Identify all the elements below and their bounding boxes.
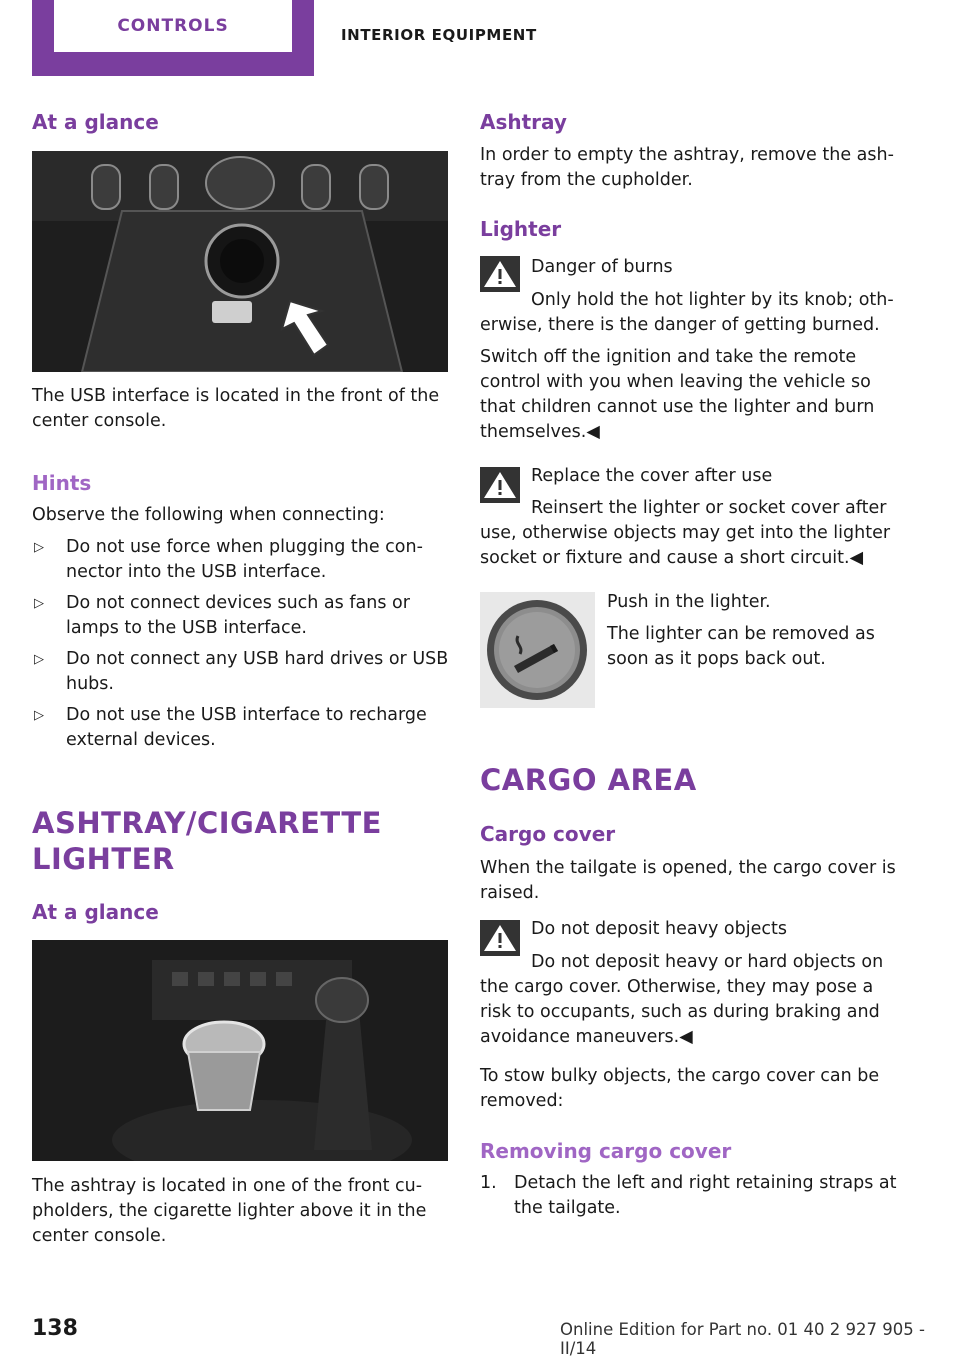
hints-intro: Observe the following when connecting:: [32, 505, 385, 525]
cargo-cover-text: When the tailgate is opened, the cargo cover is raised.: [480, 858, 896, 903]
removal-steps: [480, 1171, 898, 1221]
ashtray-at-a-glance-heading: At a glance: [32, 900, 159, 924]
list-item: ▷ Do not connect devices such as fans or lamps to the USB interface.: [34, 593, 410, 638]
usb-caption: The USB interface is located in the front of the center console.: [32, 386, 440, 431]
page-number: 138: [32, 1316, 78, 1341]
hints-list: [32, 535, 450, 759]
list-item: 1. Detach the left and right retaining straps at the tailgate.: [480, 1173, 897, 1218]
ashtray-lighter-heading: ASHTRAY/CIGARETTE LIGHTER: [32, 806, 382, 876]
bullet-triangle-icon: ▷: [34, 708, 44, 723]
lighter-removed-text: The lighter can be removed as soon as it pops back out.: [607, 624, 875, 669]
usb-console-illustration: [32, 151, 448, 372]
hints-heading: Hints: [32, 471, 92, 495]
ashtray-text: In order to empty the ashtray, remove the ash‐ tray from the cupholder.: [480, 145, 894, 190]
warning-title-cover: Replace the cover after use: [531, 466, 773, 486]
stow-text: To stow bulky objects, the cargo cover can be removed:: [480, 1066, 880, 1111]
bullet-triangle-icon: ▷: [34, 596, 44, 611]
push-lighter-text: Push in the lighter.: [607, 592, 771, 612]
warning-text-heavy-objects: Do not deposit heavy or hard objects on the cargo cover. Otherwise, they may pose a risk to occupants, such as during braking and avoidance maneuvers.◀: [480, 952, 884, 1047]
list-item: ▷ Do not use the USB interface to recharge external devices.: [34, 705, 427, 750]
removing-cargo-cover-heading: Removing cargo cover: [480, 1139, 732, 1163]
cargo-cover-heading: Cargo cover: [480, 822, 616, 846]
usb-at-a-glance-heading: At a glance: [32, 110, 159, 134]
ashtray-cupholder-photo: [32, 940, 448, 1161]
lighter-heading: Lighter: [480, 217, 562, 241]
warning-text-burns: Only hold the hot lighter by its knob; oth‐ erwise, there is the danger of getting burned.: [480, 290, 894, 335]
cargo-area-heading: CARGO AREA: [480, 763, 697, 797]
ashtray-cupholder-illustration: [32, 940, 448, 1161]
lighter-button-image: [480, 592, 595, 708]
usb-console-photo: [32, 151, 448, 372]
cigarette-lighter-icon: [480, 592, 595, 708]
warning-text-cover: Reinsert the lighter or socket cover after use, otherwise objects may get into the lighter socket or fixture and cause a short circuit.◀: [480, 498, 891, 568]
list-item: ▷ Do not connect any USB hard drives or USB hubs.: [34, 649, 449, 694]
section-title: INTERIOR EQUIPMENT: [341, 26, 537, 44]
bullet-triangle-icon: ▷: [34, 652, 44, 667]
chapter-tab: [32, 0, 314, 76]
ashtray-heading: Ashtray: [480, 110, 567, 134]
warning-title-heavy-objects: Do not deposit heavy objects: [531, 919, 787, 939]
ashtray-caption: The ashtray is located in one of the front cu‐ pholders, the cigarette lighter above it in the center console.: [32, 1176, 427, 1246]
edition-footer: Online Edition for Part no. 01 40 2 927 905 - II/14: [560, 1320, 925, 1358]
bullet-triangle-icon: ▷: [34, 540, 44, 555]
chapter-tab-label: CONTROLS: [54, 0, 292, 52]
list-item: ▷ Do not use force when plugging the con‐ nector into the USB interface.: [34, 537, 423, 582]
lighter-switch-text: Switch off the ignition and take the remote control with you when leaving the vehicle so that children cannot use the lighter and burn themselves.◀: [480, 347, 875, 442]
warning-triangle-icon: [480, 256, 520, 292]
warning-title-burns: Danger of burns: [531, 257, 673, 277]
